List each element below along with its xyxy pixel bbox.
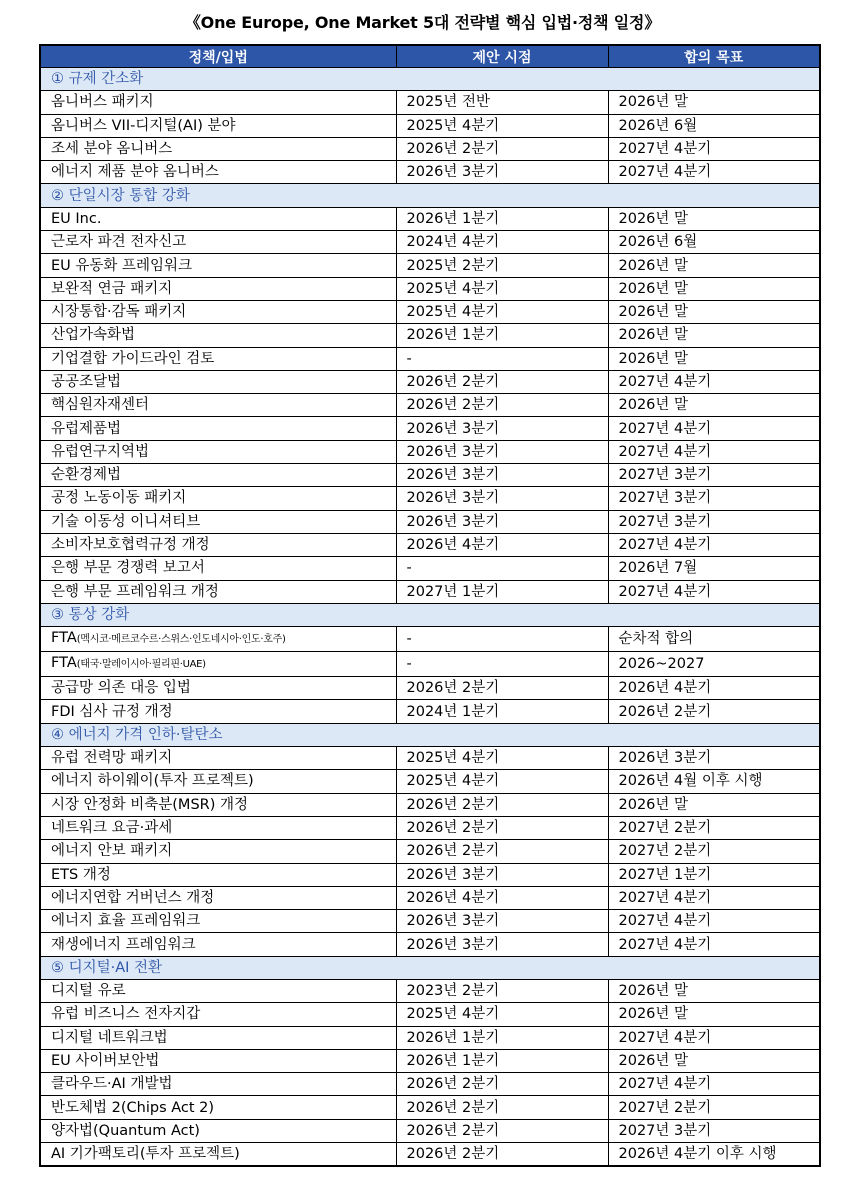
table-row [40,747,820,770]
table-row [40,347,820,370]
policy-cell [40,417,396,440]
proposal-cell: 2024년 1분기 [396,700,608,723]
table-row [40,440,820,463]
policy-name: 보완적 연금 패키지 [51,280,173,297]
target-cell: 2027년 1분기 [608,863,820,886]
policy-name: 은행 부문 프레임워크 개정 [51,583,219,600]
target-cell: 2027년 4분기 [608,1026,820,1049]
target-cell: 2027년 2분기 [608,1096,820,1119]
section-row [40,723,820,746]
target-cell: 2026년 3분기 [608,747,820,770]
proposal-cell: 2026년 2분기 [396,370,608,393]
table-row [40,557,820,580]
proposal-cell: 2026년 3분기 [396,910,608,933]
proposal-cell: 2026년 2분기 [396,816,608,839]
target-cell: 2027년 4분기 [608,161,820,184]
policy-name: 유럽연구지역법 [51,443,150,460]
proposal-cell: 2026년 2분기 [396,1073,608,1096]
table-row [40,487,820,510]
policy-cell [40,793,396,816]
policy-cell [40,652,396,677]
policy-name: 산업가속화법 [51,327,136,344]
proposal-cell: 2026년 1분기 [396,324,608,347]
header-target: 합의 목표 [608,45,820,68]
target-cell: 2027년 2분기 [608,816,820,839]
policy-cell [40,840,396,863]
policy-cell [40,231,396,254]
target-cell: 2027년 4분기 [608,886,820,909]
policy-cell [40,254,396,277]
section-label: ④ 에너지 가격 인하·탈탄소 [40,723,820,746]
policy-cell [40,933,396,956]
policy-cell [40,1026,396,1049]
policy-name: 은행 부문 경쟁력 보고서 [51,560,205,577]
policy-name: 소비자보호협력규정 개정 [51,537,210,554]
policy-cell [40,207,396,230]
policy-name: 조세 분야 옴니버스 [51,141,173,158]
policy-name: 클라우드·AI 개발법 [51,1076,173,1093]
policy-name: 네트워크 요금·과세 [51,820,173,837]
table-row [40,91,820,114]
table-row [40,700,820,723]
target-cell: 2026년 말 [608,793,820,816]
policy-cell [40,487,396,510]
policy-cell [40,557,396,580]
target-cell: 2026년 말 [608,979,820,1002]
target-cell: 2026년 말 [608,300,820,323]
target-cell: 2026년 7월 [608,557,820,580]
table-row [40,816,820,839]
policy-cell [40,580,396,603]
target-cell: 2027년 4분기 [608,1073,820,1096]
policy-name: 시장 안정화 비축분(MSR) 개정 [51,796,249,813]
policy-name: 근로자 파견 전자신고 [51,234,187,251]
proposal-cell: 2025년 4분기 [396,1003,608,1026]
table-row [40,1119,820,1142]
target-cell: 2027년 4분기 [608,137,820,160]
policy-name: 기술 이동성 이니셔티브 [51,513,201,530]
policy-name: AI 기가팩토리(투자 프로젝트) [51,1146,240,1163]
policy-cell [40,394,396,417]
policy-cell [40,910,396,933]
policy-name: ETS 개정 [51,866,111,883]
target-cell: 순차적 합의 [608,627,820,652]
proposal-cell: 2025년 4분기 [396,747,608,770]
table-row [40,677,820,700]
policy-cell [40,770,396,793]
policy-name: 핵심원자재센터 [51,397,150,414]
proposal-cell: 2023년 2분기 [396,979,608,1002]
target-cell: 2027년 4분기 [608,370,820,393]
table-row [40,254,820,277]
proposal-cell: 2026년 2분기 [396,394,608,417]
target-cell: 2026년 말 [608,394,820,417]
target-cell: 2027년 4분기 [608,440,820,463]
policy-name: 에너지 하이웨이(투자 프로젝트) [51,773,254,790]
table-row [40,533,820,556]
policy-name: 디지털 네트워크법 [51,1029,168,1046]
target-cell: 2026년 말 [608,277,820,300]
proposal-cell: 2025년 전반 [396,91,608,114]
policy-name: 재생에너지 프레임워크 [51,936,196,953]
section-row [40,603,820,626]
target-cell: 2027년 3분기 [608,487,820,510]
target-cell: 2026년 4분기 이후 시행 [608,1143,820,1167]
policy-name: 기업결합 가이드라인 검토 [51,350,215,367]
table-row [40,1026,820,1049]
table-row [40,863,820,886]
target-cell: 2026년 4월 이후 시행 [608,770,820,793]
target-cell: 2026년 2분기 [608,700,820,723]
policy-cell [40,1049,396,1072]
target-cell: 2026년 말 [608,1049,820,1072]
table-body [40,68,820,1167]
table-row [40,114,820,137]
table-row [40,1003,820,1026]
policy-cell [40,300,396,323]
table-row [40,370,820,393]
target-cell: 2027년 3분기 [608,510,820,533]
table-row [40,464,820,487]
header-policy: 정책/입법 [40,45,396,68]
proposal-cell: - [396,627,608,652]
proposal-cell: 2026년 3분기 [396,161,608,184]
table-row [40,324,820,347]
proposal-cell: 2026년 1분기 [396,207,608,230]
table-row [40,231,820,254]
policy-cell [40,1003,396,1026]
table-row [40,840,820,863]
proposal-cell: 2026년 3분기 [396,510,608,533]
target-cell: 2026년 말 [608,324,820,347]
proposal-cell: 2025년 4분기 [396,300,608,323]
table-row [40,277,820,300]
document-title: 《One Europe, One Market 5대 전략별 핵심 입법·정책 일정》 [184,13,661,32]
policy-cell [40,277,396,300]
policy-name: 옴니버스 VII-디지털(AI) 분야 [51,117,236,134]
target-cell: 2026년 말 [608,254,820,277]
table-row [40,394,820,417]
proposal-cell: 2026년 3분기 [396,440,608,463]
policy-name: 양자법(Quantum Act) [51,1122,200,1139]
target-cell: 2027년 4분기 [608,910,820,933]
policy-cell [40,1119,396,1142]
policy-cell [40,863,396,886]
proposal-cell: 2026년 4분기 [396,886,608,909]
proposal-cell: 2025년 4분기 [396,277,608,300]
proposal-cell: 2026년 2분기 [396,840,608,863]
policy-name: EU 사이버보안법 [51,1053,160,1070]
policy-cell [40,114,396,137]
policy-name: FTA [51,630,77,647]
policy-name: 시장통합·감독 패키지 [51,304,187,321]
policy-name: 순환경제법 [51,467,122,484]
policy-cell [40,161,396,184]
policy-cell [40,886,396,909]
policy-name: 유럽제품법 [51,420,122,437]
target-cell: 2027년 4분기 [608,933,820,956]
proposal-cell: 2026년 2분기 [396,1096,608,1119]
table-row [40,137,820,160]
policy-name: FTA [51,655,77,672]
table-row [40,417,820,440]
table-row [40,510,820,533]
policy-name: 디지털 유로 [51,983,126,1000]
proposal-cell: 2026년 2분기 [396,137,608,160]
policy-name: 에너지연합 거버넌스 개정 [51,889,215,906]
proposal-cell: 2026년 4분기 [396,533,608,556]
policy-cell [40,677,396,700]
policy-cell [40,1073,396,1096]
policy-cell [40,347,396,370]
section-row [40,68,820,91]
policy-name: EU Inc. [51,210,102,227]
section-label: ⑤ 디지털·AI 전환 [40,956,820,979]
target-cell: 2027년 4분기 [608,417,820,440]
proposal-cell: 2024년 4분기 [396,231,608,254]
table-row [40,886,820,909]
proposal-cell: 2026년 2분기 [396,677,608,700]
policy-cell [40,627,396,652]
header-proposal: 제안 시점 [396,45,608,68]
target-cell: 2026년 말 [608,347,820,370]
policy-name: 공정 노동이동 패키지 [51,490,187,507]
section-row [40,184,820,207]
policy-cell [40,370,396,393]
target-cell: 2026~2027 [608,652,820,677]
policy-cell [40,464,396,487]
target-cell: 2027년 3분기 [608,464,820,487]
policy-cell [40,1096,396,1119]
policy-note: (태국·말레이시아·필리핀·UAE) [76,659,206,671]
legislation-schedule-table [39,44,821,1167]
policy-name: FDI 심사 규정 개정 [51,703,173,720]
proposal-cell: 2026년 3분기 [396,464,608,487]
target-cell: 2026년 6월 [608,231,820,254]
table-row [40,910,820,933]
section-label: ② 단일시장 통합 강화 [40,184,820,207]
policy-cell [40,747,396,770]
proposal-cell: 2026년 3분기 [396,933,608,956]
proposal-cell: - [396,652,608,677]
policy-cell [40,1143,396,1167]
proposal-cell: 2026년 1분기 [396,1026,608,1049]
target-cell: 2027년 3분기 [608,1119,820,1142]
target-cell: 2026년 말 [608,1003,820,1026]
table-row [40,1143,820,1167]
policy-name: 에너지 제품 분야 옴니버스 [51,164,219,181]
target-cell: 2026년 6월 [608,114,820,137]
table-row [40,1096,820,1119]
policy-name: 유럽 비즈니스 전자지갑 [51,1006,201,1023]
target-cell: 2026년 말 [608,91,820,114]
policy-name: 반도체법 2(Chips Act 2) [51,1099,215,1116]
proposal-cell: - [396,557,608,580]
proposal-cell: 2026년 3분기 [396,417,608,440]
policy-cell [40,700,396,723]
table-row [40,161,820,184]
target-cell: 2027년 2분기 [608,840,820,863]
target-cell: 2026년 말 [608,207,820,230]
policy-cell [40,324,396,347]
policy-name: 에너지 효율 프레임워크 [51,913,201,930]
policy-name: EU 유동화 프레임워크 [51,257,193,274]
proposal-cell: 2026년 1분기 [396,1049,608,1072]
proposal-cell: 2026년 2분기 [396,1119,608,1142]
proposal-cell: 2025년 2분기 [396,254,608,277]
proposal-cell: 2025년 4분기 [396,114,608,137]
proposal-cell: 2026년 2분기 [396,1143,608,1167]
table-row [40,1049,820,1072]
proposal-cell: 2025년 4분기 [396,770,608,793]
table-row [40,979,820,1002]
policy-cell [40,510,396,533]
section-label: ③ 통상 강화 [40,603,820,626]
policy-name: 공급망 의존 대응 입법 [51,680,191,697]
policy-name: 옴니버스 패키지 [51,94,154,111]
policy-cell [40,440,396,463]
section-label: ① 규제 간소화 [40,68,820,91]
target-cell: 2026년 4분기 [608,677,820,700]
policy-name: 유럽 전력망 패키지 [51,750,173,767]
section-row [40,956,820,979]
target-cell: 2027년 4분기 [608,533,820,556]
table-row [40,770,820,793]
table-header-row [40,45,820,68]
proposal-cell: - [396,347,608,370]
table-row [40,652,820,677]
policy-cell [40,816,396,839]
policy-note: (멕시코·메르코수르·스위스·인도네시아·인도·호주) [76,634,286,646]
table-row [40,300,820,323]
policy-cell [40,91,396,114]
policy-cell [40,137,396,160]
policy-name: 에너지 안보 패키지 [51,843,173,860]
policy-cell [40,979,396,1002]
table-row [40,627,820,652]
proposal-cell: 2026년 3분기 [396,863,608,886]
proposal-cell: 2026년 3분기 [396,487,608,510]
policy-name: 공공조달법 [51,374,122,390]
table-row [40,933,820,956]
target-cell: 2027년 4분기 [608,580,820,603]
proposal-cell: 2026년 2분기 [396,793,608,816]
policy-cell [40,533,396,556]
table-row [40,580,820,603]
table-row [40,1073,820,1096]
proposal-cell: 2027년 1분기 [396,580,608,603]
table-row [40,207,820,230]
table-row [40,793,820,816]
